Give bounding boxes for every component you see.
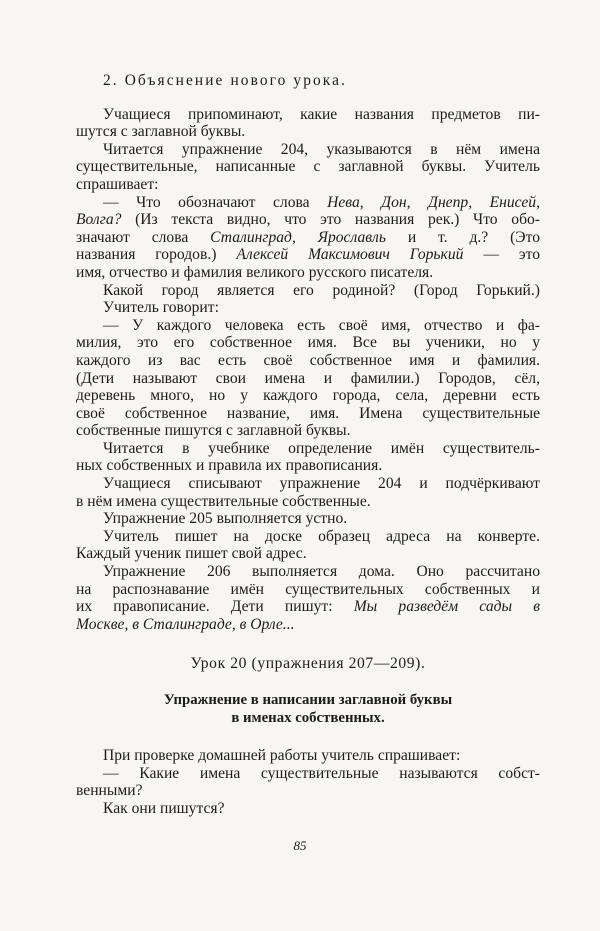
paragraph-line: Учащиеся списывают упражнение 204 и подчёркивают xyxy=(103,475,540,493)
paragraph-line xyxy=(76,616,540,634)
paragraph-line: Волга? (Из текста видно, что это названия рек.) Что обо- xyxy=(76,211,540,229)
page-number: 85 xyxy=(293,838,307,853)
paragraph-line: деревень много, но у каждого города, села, деревни есть xyxy=(76,387,540,405)
paragraph-line: названия городов.) Алексей Максимович Горький — это xyxy=(76,246,540,264)
paragraph-line: в нём имена существительные собственные. xyxy=(76,492,371,510)
paragraph-line: Учащиеся припоминают, какие названия предметов пи- xyxy=(103,105,540,123)
paragraph-line: шутся с заглавной буквы. xyxy=(76,123,246,141)
italic-text: Сталинград, Ярославль xyxy=(210,228,386,246)
section-heading: 2. Объяснение нового урока. xyxy=(103,72,348,89)
paragraph-line: Учитель пишет на доске образец адреса на конверте. xyxy=(103,527,540,545)
paragraph-line: спрашивает: xyxy=(76,175,159,193)
lesson-subtitle: в именах собственных. xyxy=(231,709,385,726)
paragraph-line: Читается упражнение 204, указываются в нём имена xyxy=(103,140,540,158)
paragraph-line: — Что обозначают слова Нева, Дон, Днепр, Енисей, xyxy=(103,193,540,211)
paragraph-line: Какой город является его родиной? (Город Горький.) xyxy=(103,281,540,299)
paragraph-line: Читается в учебнике определение имён существитель- xyxy=(103,439,540,457)
paragraph-line: имя, отчество и фамилия великого русского писателя. xyxy=(76,263,434,281)
paragraph-line: — У каждого человека есть своё имя, отчество и фа- xyxy=(103,316,540,334)
paragraph-line: Каждый ученик пишет свой адрес. xyxy=(76,545,307,563)
paragraph-line: (Дети называют свои имена и фамилии.) Городов, сёл, xyxy=(76,369,540,387)
paragraph-line: При проверке домашней работы учитель спрашивает: xyxy=(103,747,461,765)
paragraph-line: значают слова Сталинград, Ярославль и т. д.? (Это xyxy=(76,228,540,246)
paragraph-line: собственные пишутся с заглавной буквы. xyxy=(76,422,351,440)
lesson-subtitle: Упражнение в написании заглавной буквы xyxy=(163,692,453,708)
italic-text: Москве, в Сталинграде, в Орле... xyxy=(76,615,295,633)
paragraph-line: Упражнение 206 выполняется дома. Оно рассчитано xyxy=(103,563,540,581)
paragraph-line: их правописание. Дети пишут: Мы разведём сады в xyxy=(76,598,540,616)
paragraph-line: на распознавание имён существительных собственных и xyxy=(76,580,540,598)
italic-text: Волга? xyxy=(76,211,122,229)
page-body xyxy=(76,72,540,818)
paragraph-line: ных собственных и правила их правописания. xyxy=(76,457,383,475)
paragraph-line: Учитель говорит: xyxy=(103,299,219,317)
paragraph-line: — Какие имена существительные называются собст- xyxy=(103,764,540,782)
paragraph-line: каждого из вас есть своё собственное имя и фамилия. xyxy=(76,351,540,369)
paragraph-line: венными? xyxy=(76,782,143,800)
lesson-title: Урок 20 (упражнения 207—209). xyxy=(190,655,426,673)
paragraph-line: существительные, написанные с заглавной буквы. Учитель xyxy=(76,158,540,176)
italic-text: Нева, Дон, Днепр, Енисей, xyxy=(327,193,540,211)
italic-text: Алексей Максимович Горький xyxy=(236,246,464,264)
paragraph-line: Упражнение 205 выполняется устно. xyxy=(103,510,348,528)
paragraph-line: своё собственное название, имя. Имена существительные xyxy=(76,404,540,422)
paragraph-line: Как они пишутся? xyxy=(103,799,225,817)
paragraph-line: милия, это его собственное имя. Все вы ученики, но у xyxy=(76,334,540,352)
italic-text: Мы разведём сады в xyxy=(353,598,540,616)
